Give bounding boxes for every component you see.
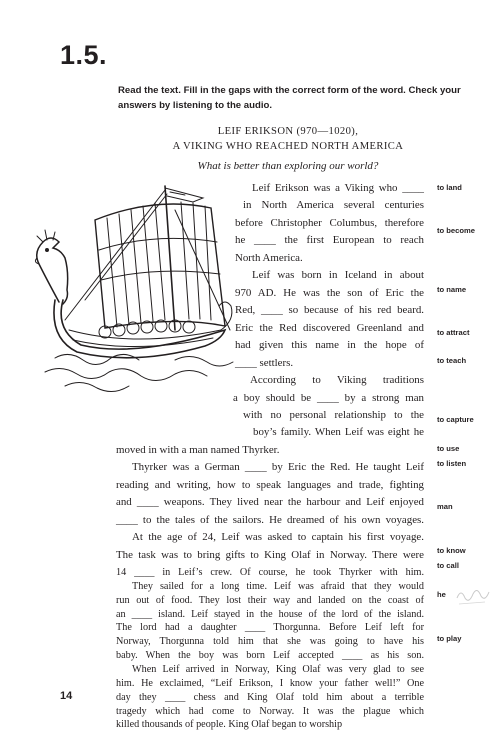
text-line-7: 970 AD. He was the son of Eric the bbox=[235, 287, 424, 299]
article-subtitle: What is better than exploring our world? bbox=[197, 160, 379, 172]
pencil-scribble-icon bbox=[455, 584, 491, 608]
text-line-10: had given this name in the hope of bbox=[235, 339, 424, 351]
text-line-34: killed thousands of people. King Olaf began to worship bbox=[116, 719, 343, 731]
text-line-3: before Christopher Columbus, therefore bbox=[235, 217, 424, 229]
text-line-30: When Leif arrived in Norway, King Olaf was very glad to see bbox=[132, 663, 424, 675]
text-line-14: with no personal relationship to the bbox=[243, 409, 424, 421]
text-line-4: he ____ the first European to reach bbox=[235, 234, 424, 246]
viking-ship-illustration bbox=[25, 180, 237, 405]
text-line-12: According to Viking traditions bbox=[250, 374, 424, 386]
hint-to-attract: to attract bbox=[437, 328, 470, 337]
text-line-26: an ____ island. Leif stayed in the house of the lord of the island. bbox=[116, 608, 424, 620]
text-line-1: Leif Erikson was a Viking who ____ bbox=[252, 182, 424, 194]
text-line-19: and ____ weapons. They lived near the harbour and Leif enjoyed bbox=[116, 496, 424, 508]
hint-to-land: to land bbox=[437, 183, 462, 192]
text-line-5: North America. bbox=[235, 252, 303, 264]
hint-to-call: to call bbox=[437, 561, 459, 570]
hint-to-play: to play bbox=[437, 634, 462, 643]
hint-to-know: to know bbox=[437, 546, 466, 555]
hint-to-become: to become bbox=[437, 226, 475, 235]
text-line-18: reading and writing, how to speak languages and trade, fighting bbox=[116, 479, 424, 491]
text-line-31: him. He exclaimed, “Leif Erikson, I know your father well!” One bbox=[116, 677, 424, 689]
text-line-17: Thyrker was a German ____ by Eric the Red. He taught Leif bbox=[132, 461, 424, 473]
text-line-11: ____ settlers. bbox=[235, 357, 294, 369]
text-line-21: At the age of 24, Leif was asked to captain his first voyage. bbox=[132, 531, 424, 543]
text-line-8: Red, ____ so because of his red beard. bbox=[235, 304, 424, 316]
text-line-33: tragedy which had come to Norway. It was the plague which bbox=[116, 705, 424, 717]
hint-to-listen: to listen bbox=[437, 459, 467, 468]
text-line-20: ____ to the tales of the sailors. He dreamed of his own voyages. bbox=[116, 514, 424, 526]
text-line-2: in North America several centuries bbox=[243, 199, 424, 211]
text-line-27: The lord had a daughter ____ Thorgunna. Before Leif left for bbox=[116, 622, 424, 634]
hint-to-use: to use bbox=[437, 444, 460, 453]
text-line-6: Leif was born in Iceland in about bbox=[252, 269, 424, 281]
text-line-15: boy’s family. When Leif was eight he bbox=[253, 426, 424, 438]
exercise-number: 1.5. bbox=[60, 40, 108, 70]
text-line-16: moved in with a man named Thyrker. bbox=[116, 444, 280, 456]
article-title-line-1: LEIF ERIKSON (970—1020), bbox=[217, 126, 359, 137]
page-number: 14 bbox=[60, 690, 73, 702]
hint-to-name: to name bbox=[437, 285, 467, 294]
hint-he: he bbox=[437, 590, 446, 599]
hint-man: man bbox=[437, 502, 453, 511]
text-line-22: The task was to bring gifts to King Olaf in Norway. There were bbox=[116, 549, 424, 561]
hint-to-capture: to capture bbox=[437, 415, 474, 424]
text-line-9: Eric the Red discovered Greenland and bbox=[235, 322, 424, 334]
text-line-29: baby. When the boy was born Leif accepted ____ as his son. bbox=[116, 650, 424, 662]
exercise-instructions: Read the text. Fill in the gaps with the correct form of the word. Check your answers by listening to the audio. bbox=[118, 85, 461, 111]
text-line-28: Norway, Thorgunna told him that she was going to have his bbox=[116, 636, 424, 648]
text-line-24: They sailed for a long time. Leif was afraid that they would bbox=[132, 580, 424, 592]
hint-to-teach: to teach bbox=[437, 356, 467, 365]
text-line-32: day they ____ chess and King Olaf told him about a terrible bbox=[116, 691, 424, 703]
text-line-13: a boy should be ____ by a strong man bbox=[233, 392, 424, 404]
article-title-line-2: A VIKING WHO REACHED NORTH AMERICA bbox=[172, 141, 404, 152]
text-line-23: 14 ____ in Leif’s crew. Of course, he took Thyrker with him. bbox=[116, 567, 424, 578]
text-line-25: run out of food. They lost their way and landed on the coast of bbox=[116, 594, 424, 606]
